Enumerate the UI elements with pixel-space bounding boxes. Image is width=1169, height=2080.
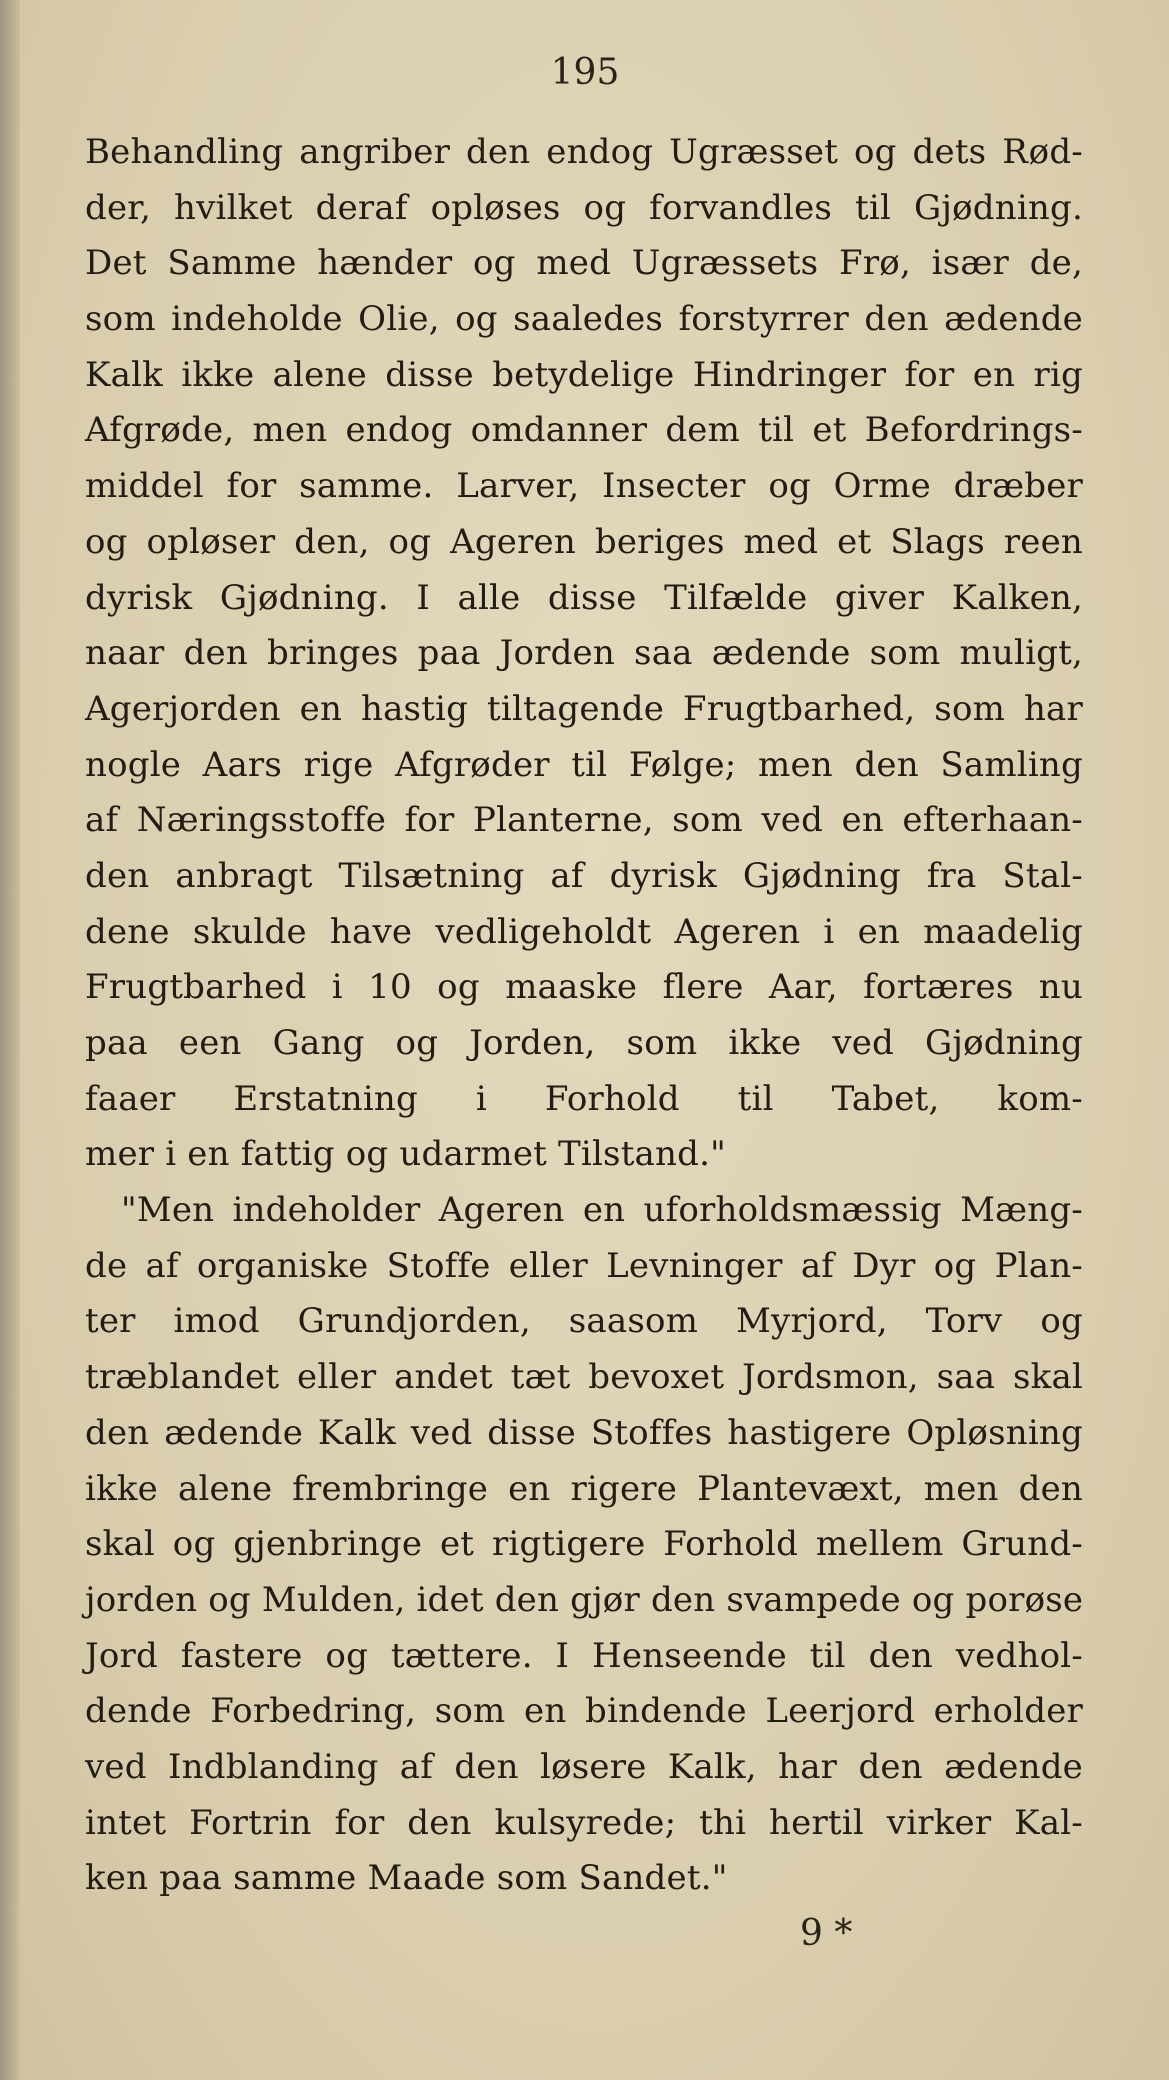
text-line: ken paa samme Maade som Sandet."	[85, 1858, 728, 1899]
text-line: den anbragt Tilsætning af dyrisk Gjødning fra Stal-	[85, 855, 1083, 896]
text-line: ikke alene frembringe en rigere Plantevæxt, men den	[85, 1468, 1083, 1509]
signature-mark: 9 *	[800, 1913, 853, 1954]
text-line: Jord fastere og tættere. I Henseende til den vedhol-	[85, 1635, 1083, 1676]
text-line: dene skulde have vedligeholdt Ageren i en maadelig	[85, 911, 1083, 952]
text-line: Frugtbarhed i 10 og maaske flere Aar, fortæres nu	[85, 967, 1083, 1008]
text-line: intet Fortrin for den kulsyrede; thi hertil virker Kal-	[85, 1802, 1083, 1843]
text-line: Behandling angriber den endog Ugræsset og dets Rød-	[85, 132, 1083, 172]
text-line: naar den bringes paa Jorden saa ædende som muligt,	[85, 633, 1083, 674]
text-line: skal og gjenbringe et rigtigere Forhold mellem Grund-	[85, 1524, 1083, 1565]
body-text	[85, 125, 1083, 1907]
text-line: træblandet eller andet tæt bevoxet Jordsmon, saa skal	[85, 1357, 1083, 1398]
text-line: den ædende Kalk ved disse Stoffes hastigere Opløsning	[85, 1412, 1083, 1453]
text-line: middel for samme. Larver, Insecter og Orme dræber	[85, 466, 1083, 507]
text-line: de af organiske Stoffe eller Levninger af Dyr og Plan-	[85, 1245, 1083, 1286]
text-line: dende Forbedring, som en bindende Leerjord erholder	[85, 1691, 1083, 1732]
page-gutter-edge	[0, 0, 20, 2080]
text-line: og opløser den, og Ageren beriges med et Slags reen	[85, 521, 1083, 562]
text-line: ved Indblanding af den løsere Kalk, har den ædende	[85, 1746, 1083, 1787]
text-line: Kalk ikke alene disse betydelige Hindringer for en rig	[85, 354, 1083, 395]
text-line: dyrisk Gjødning. I alle disse Tilfælde giver Kalken,	[85, 577, 1083, 618]
text-line: Agerjorden en hastig tiltagende Frugtbarhed, som har	[85, 688, 1083, 729]
text-line: mer i en fattig og udarmet Tilstand."	[85, 1134, 726, 1175]
text-line: som indeholde Olie, og saaledes forstyrrer den ædende	[85, 299, 1083, 340]
text-line: nogle Aars rige Afgrøder til Følge; men den Samling	[85, 744, 1083, 785]
text-line: faaer Erstatning i Forhold til Tabet, kom-	[85, 1078, 1083, 1119]
page-number: 195	[550, 52, 620, 93]
text-line: Afgrøde, men endog omdanner dem til et Befordrings-	[85, 410, 1083, 451]
text-line: der, hvilket deraf opløses og forvandles til Gjødning.	[85, 187, 1083, 228]
text-line: "Men indeholder Ageren en uforholdsmæssig Mæng-	[121, 1190, 1083, 1231]
text-line: jorden og Mulden, idet den gjør den svampede og porøse	[85, 1579, 1084, 1620]
text-line: Det Samme hænder og med Ugræssets Frø, især de,	[85, 243, 1083, 284]
text-line: af Næringsstoffe for Planterne, som ved en efterhaan-	[85, 800, 1083, 841]
text-line: paa een Gang og Jorden, som ikke ved Gjødning	[85, 1023, 1083, 1063]
text-line: ter imod Grundjorden, saasom Myrjord, Torv og	[85, 1301, 1083, 1342]
